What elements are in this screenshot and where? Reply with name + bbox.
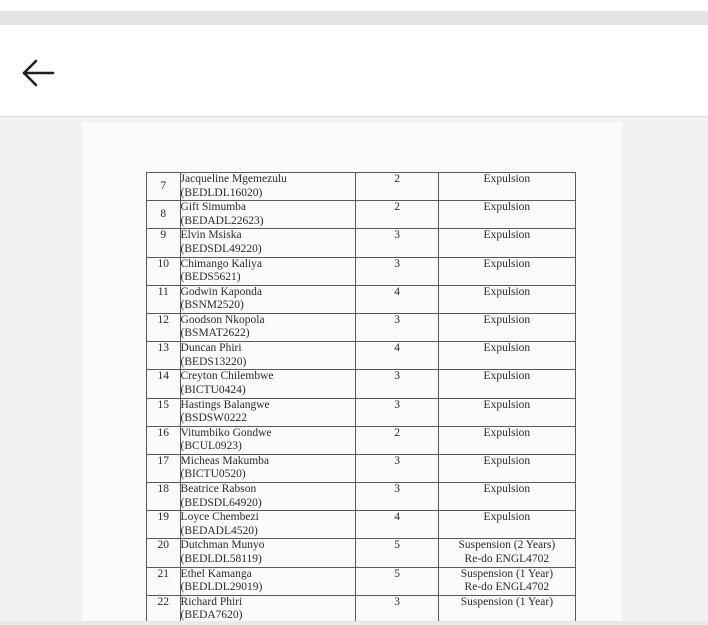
offence-count: 4 (356, 511, 438, 539)
penalty-text: Expulsion (483, 229, 531, 242)
row-number: 11 (147, 285, 181, 313)
penalty-text: Expulsion (483, 285, 531, 298)
student-id: (BEDADL22623) (180, 214, 264, 227)
row-number: 15 (147, 398, 181, 426)
student-cell (180, 595, 356, 623)
offence-count: 3 (356, 595, 438, 623)
student-cell (180, 539, 356, 567)
student-cell (180, 454, 356, 482)
offence-count: 3 (356, 454, 438, 482)
student-cell (180, 313, 356, 341)
row-number: 17 (147, 454, 181, 482)
student-id: (BEDLDL29019) (180, 581, 263, 594)
student-id: (BSNM2520) (180, 299, 244, 312)
penalty-cell (438, 257, 575, 285)
penalty-cell (438, 173, 575, 201)
offence-count: 2 (356, 426, 438, 454)
student-cell (180, 483, 356, 511)
row-number: 19 (147, 511, 181, 539)
table-row (147, 539, 576, 567)
table-row (147, 229, 576, 257)
row-number: 9 (147, 229, 181, 257)
table-row (147, 511, 576, 539)
penalty-text: Suspension (1 Year) (460, 595, 554, 608)
table-row (147, 285, 576, 313)
row-number: 16 (147, 426, 181, 454)
table-row (147, 370, 576, 398)
student-name: Chimango Kaliya (180, 257, 262, 270)
penalty-cell (438, 511, 575, 539)
student-name: Godwin Kaponda (180, 285, 262, 298)
table-row (147, 454, 576, 482)
penalty-cell (438, 229, 575, 257)
penalty-text: Expulsion (483, 342, 531, 355)
row-number: 10 (147, 257, 181, 285)
penalty-cell (438, 483, 575, 511)
student-id: (BEDADL4520) (180, 524, 258, 537)
student-name: Loyce Chembezi (180, 511, 259, 524)
row-number: 8 (147, 201, 181, 229)
student-cell (180, 511, 356, 539)
offence-count: 3 (356, 229, 438, 257)
offence-count: 4 (356, 342, 438, 370)
penalty-text: Re-do ENGL4702 (464, 581, 550, 594)
row-number: 22 (147, 595, 181, 623)
student-id: (BEDA7620) (180, 609, 243, 622)
student-id: (BCUL0923) (180, 440, 242, 453)
penalty-text: Expulsion (483, 426, 531, 439)
student-cell (180, 567, 356, 595)
penalty-cell (438, 313, 575, 341)
student-id: (BSDSW0222 (180, 412, 247, 424)
student-id: (BEDSDL64920) (180, 496, 262, 509)
student-cell (180, 201, 356, 229)
table-row (147, 567, 576, 595)
offence-count: 5 (356, 567, 438, 595)
student-name: Micheas Makumba (180, 454, 270, 467)
penalty-cell (438, 595, 575, 623)
row-number: 21 (147, 567, 181, 595)
student-name: Creyton Chilembwe (180, 370, 274, 383)
student-cell (180, 285, 356, 313)
student-name: Vitumbiko Gondwe (180, 426, 272, 439)
offence-count: 3 (356, 313, 438, 341)
penalty-text: Suspension (2 Years) (458, 539, 556, 552)
student-id: (BEDLDL58119) (180, 552, 262, 565)
penalty-text: Expulsion (483, 511, 531, 524)
table-row (147, 426, 576, 454)
penalty-text: Expulsion (483, 454, 531, 467)
app-header (0, 25, 708, 117)
student-id: (BEDS13220) (180, 355, 247, 368)
row-number: 13 (147, 342, 181, 370)
penalty-text: Expulsion (483, 257, 531, 270)
student-name: Elvin Msiska (180, 229, 242, 242)
student-cell (180, 426, 356, 454)
discipline-table (146, 172, 576, 624)
student-name: Dutchman Munyo (180, 539, 265, 552)
penalty-cell (438, 342, 575, 370)
back-button[interactable] (14, 55, 62, 91)
status-strip-shadow (0, 11, 708, 25)
offence-count: 3 (356, 257, 438, 285)
student-cell (180, 370, 356, 398)
row-number: 7 (147, 173, 181, 201)
student-id: (BEDSDL49220) (180, 242, 262, 255)
penalty-text: Expulsion (483, 201, 531, 214)
student-name: Hastings Balangwe (180, 398, 270, 411)
student-id: (BICTU0520) (180, 468, 246, 481)
table-row (147, 201, 576, 229)
penalty-text: Suspension (1 Year) (460, 567, 554, 580)
penalty-cell (438, 454, 575, 482)
offence-count: 2 (356, 201, 438, 229)
arrow-left-icon (20, 58, 56, 88)
penalty-cell (438, 567, 575, 595)
student-name: Ethel Kamanga (180, 567, 252, 580)
table-row (147, 398, 576, 426)
table-row (147, 595, 576, 623)
penalty-cell (438, 370, 575, 398)
row-number: 18 (147, 483, 181, 511)
offence-count: 3 (356, 370, 438, 398)
student-id: (BSMAT2622) (180, 327, 250, 340)
student-name: Gift Simumba (180, 201, 247, 214)
table-row (147, 313, 576, 341)
table-row (147, 173, 576, 201)
row-number: 14 (147, 370, 181, 398)
student-name: Beatrice Rabson (180, 483, 257, 496)
offence-count: 3 (356, 483, 438, 511)
offence-count: 4 (356, 285, 438, 313)
bottom-edge (0, 621, 708, 625)
penalty-text: Expulsion (483, 483, 531, 496)
table-row (147, 483, 576, 511)
penalty-cell (438, 539, 575, 567)
offence-count: 5 (356, 539, 438, 567)
student-name: Jacqueline Mgemezulu (180, 173, 287, 185)
penalty-text: Expulsion (483, 313, 531, 326)
student-name: Goodson Nkopola (180, 313, 265, 326)
penalty-text: Re-do ENGL4702 (464, 552, 550, 565)
row-number: 20 (147, 539, 181, 567)
offence-count: 3 (356, 398, 438, 426)
penalty-text: Expulsion (483, 370, 531, 383)
table-row (147, 257, 576, 285)
offence-count: 2 (356, 173, 438, 201)
student-cell (180, 257, 356, 285)
student-cell (180, 342, 356, 370)
penalty-cell (438, 398, 575, 426)
row-number: 12 (147, 313, 181, 341)
student-id: (BEDS5621) (180, 271, 241, 284)
student-cell (180, 398, 356, 426)
penalty-text: Expulsion (483, 398, 531, 411)
penalty-text: Expulsion (483, 173, 531, 185)
document-page[interactable] (82, 122, 622, 625)
student-id: (BEDLDL16020) (180, 186, 263, 199)
penalty-cell (438, 426, 575, 454)
table-row (147, 342, 576, 370)
penalty-cell (438, 285, 575, 313)
student-id: (BICTU0424) (180, 383, 246, 396)
student-name: Duncan Phiri (180, 342, 242, 355)
student-name: Richard Phiri (180, 595, 243, 608)
student-cell (180, 229, 356, 257)
student-cell (180, 173, 356, 201)
penalty-cell (438, 201, 575, 229)
